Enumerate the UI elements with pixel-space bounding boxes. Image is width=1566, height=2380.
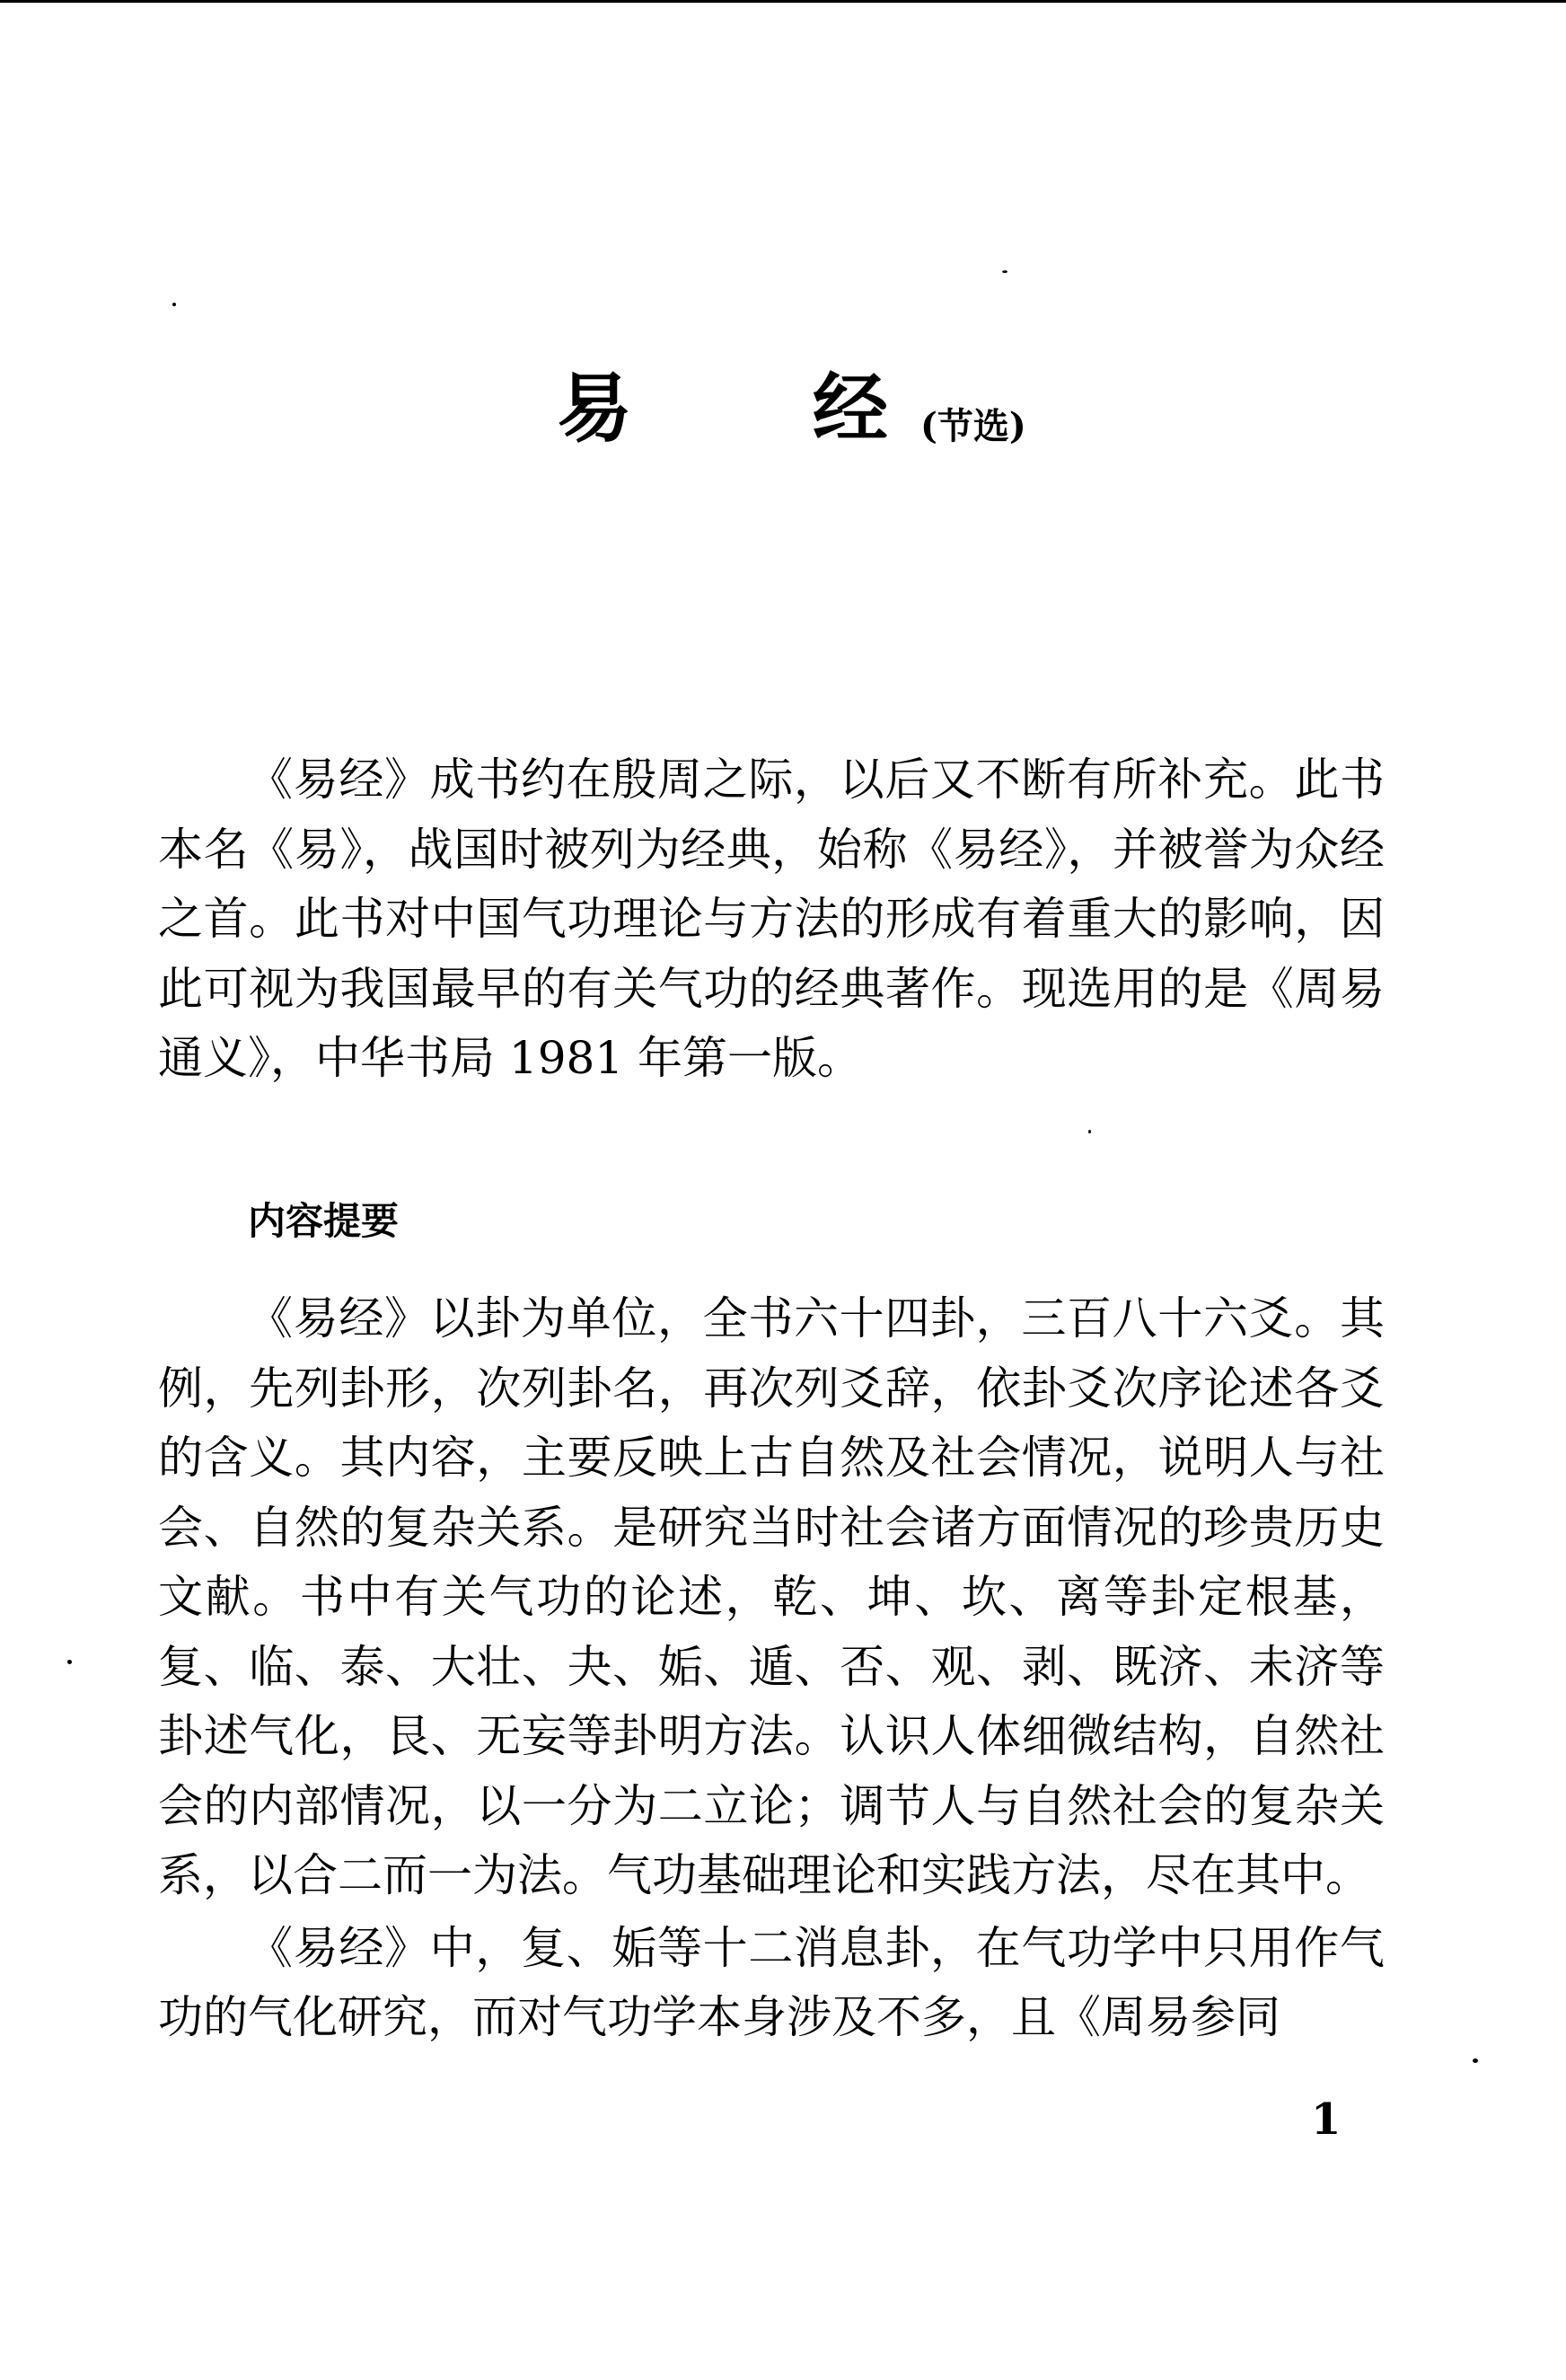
title-char-2: 经: [813, 364, 889, 453]
document-title: [0, 355, 1566, 472]
intro-section: [158, 745, 1385, 1094]
scan-speck: [1088, 1130, 1091, 1133]
scan-speck: [1002, 270, 1007, 273]
intro-paragraph: 《易经》成书约在殷周之际，以后又不断有所补充。此书本名《易》，战国时被列为经典，始称《易经》，并被誉为众经之首。此书对中国气功理论与方法的形成有着重大的影响，因此可视为我国最早的有关气功的经典著作。现选用的是《周易通义》，中华书局 1981 年第一版。: [158, 754, 1385, 1084]
page-number: 1: [1311, 2094, 1342, 2145]
title-suffix: (节选): [920, 405, 1026, 447]
summary-paragraph-1: 《易经》以卦为单位，全书六十四卦，三百八十六爻。其例，先列卦形，次列卦名，再次列爻辞，依卦爻次序论述各爻的含义。其内容，主要反映上古自然及社会情况，说明人与社会、自然的复杂关系。是研究当时社会诸方面情况的珍贵历史文献。书中有关气功的论述，乾、坤、坎、离等卦定根基，复、临、泰、大壮、夬、姤、遁、否、观、剥、既济、未济等卦述气化，艮、无妄等卦明方法。认识人体细微结构，自然社会的内部情况，以一分为二立论；调节人与自然社会的复杂关系，以合二而一为法。气功基础理论和实践方法，尽在其中。: [158, 1292, 1385, 1901]
title-char-1: 易: [557, 364, 633, 453]
scan-speck: [67, 1660, 72, 1664]
top-border-line: [0, 0, 1566, 3]
summary-section: [158, 1284, 1385, 2053]
scan-speck: [172, 303, 176, 306]
scan-speck: [1473, 2058, 1478, 2063]
section-heading: 内容提要: [248, 1199, 400, 1243]
summary-paragraph-2: 《易经》中，复、姤等十二消息卦，在气功学中只用作气功的气化研究，而对气功学本身涉及不多，且《周易参同: [158, 1921, 1385, 2043]
